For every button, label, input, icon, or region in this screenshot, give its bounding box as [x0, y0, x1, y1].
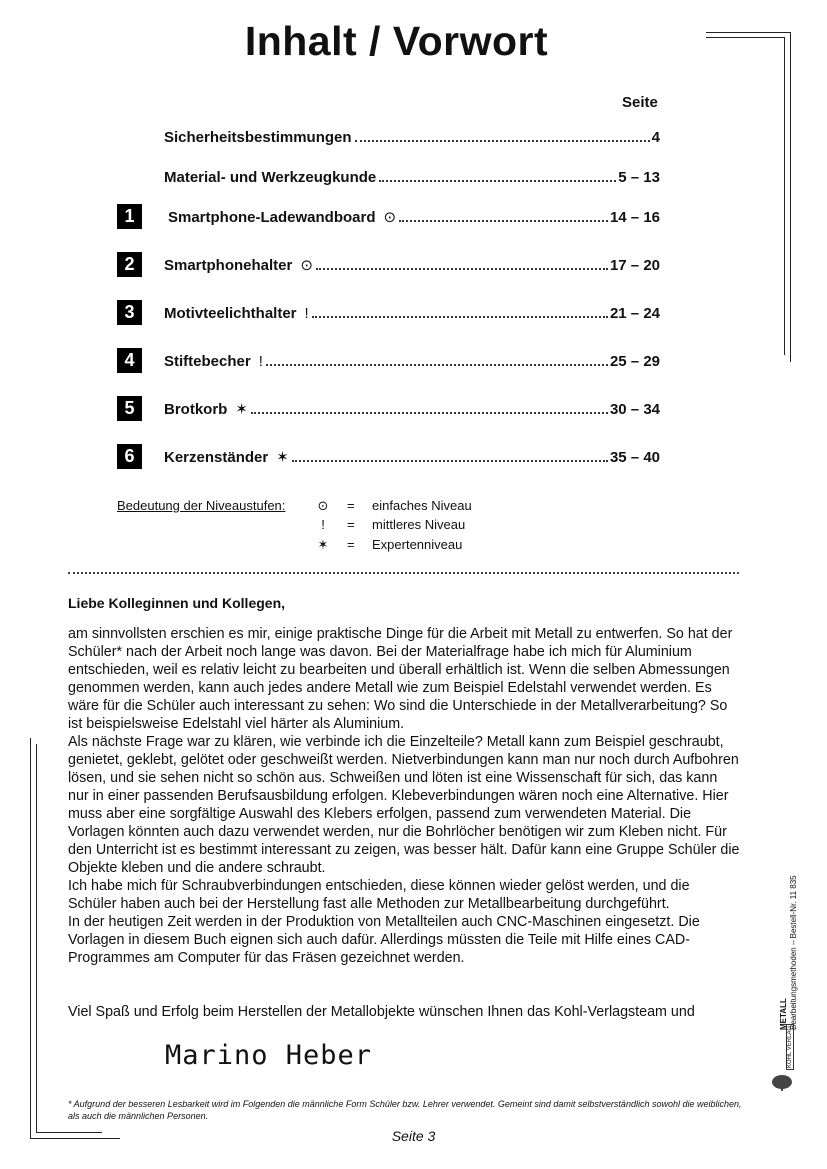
- toc-pages: 17 – 20: [609, 257, 660, 274]
- frame-right-line: [790, 32, 791, 362]
- paragraph: am sinnvollsten erschien es mir, einige praktische Dinge für die Arbeit mit Metall zu entwerfen. So hat der Schüler* nach der Arbeit noch lange was davon. Bei der Materialfrage habe ich mich für Aluminium entschieden, weil es relativ leicht zu bearbeiten und überall erhältlich ist. Wenn die selben Abmessungen genommen werden, kann auch jedes andere Metall wie zum Beispiel Edelstahl verwendet werden. Es wäre für die Schüler auch interessant zu sehen: Wo sind die Unterschiede in der Metallverarbeitung? So ist beispielsweise Edelstahl viel härter als Aluminium.: [68, 626, 733, 732]
- toc-leader-dots: [292, 460, 608, 462]
- level-easy-icon: ⊙: [317, 498, 329, 513]
- toc-row[interactable]: [164, 348, 660, 370]
- toc-leader-dots: [266, 364, 608, 366]
- level-expert-icon: ✶: [317, 537, 329, 552]
- toc-leader-dots: [399, 220, 608, 222]
- toc-leader-dots: [355, 140, 650, 142]
- publisher-name: KOHL VERLAG: [787, 1025, 793, 1068]
- toc-row[interactable]: [164, 124, 660, 146]
- toc-pages: 5 – 13: [618, 169, 660, 186]
- paragraph: Als nächste Frage war zu klären, wie verbinde ich die Einzelteile? Metall kann zum Beispiel geschraubt, genietet, geklebt, gelötet oder geschweißt werden. Nietverbindungen kann man nur noch durch Aufbohren lösen, und sie sehen nicht so schön aus. Schweißen und löten ist eine Wissenschaft für sich, das kann nur in einer passenden Berufsausbildung erfolgen. Klebeverbindungen wären noch eine Alternative. Hier muss aber eine sorgfältige Auswahl des Klebers erfolgen, passend zum verwendeten Material. Die Vorlagen könnten auch dazu verwendet werden, nur die Bohrlöcher benötigen wir zum Kleben nicht. Für den Unterricht ist es bestimmt interessant zu zeigen, was besser hält. Dafür kann eine Gruppe Schüler die Objekte kleben und die andere schraubt.: [68, 734, 740, 876]
- chapter-number-box: 6: [117, 444, 142, 469]
- chapter-number-box: 3: [117, 300, 142, 325]
- seite-column-header: Seite: [622, 94, 658, 111]
- tree-logo-icon: [768, 1030, 800, 1092]
- toc-leader-dots: [251, 412, 608, 414]
- legend-meaning: einfaches Niveau: [372, 498, 472, 513]
- frame-left-inner-line: [36, 744, 37, 1132]
- toc-pages: 35 – 40: [609, 449, 660, 466]
- page-title: Inhalt / Vorwort: [244, 18, 549, 64]
- dotted-separator: [68, 572, 739, 574]
- side-imprint: [779, 875, 799, 1030]
- side-order-info: Bearbeitungsmethoden – Bestell-Nr. 11 835: [789, 875, 798, 1030]
- publisher-logo: [768, 1025, 800, 1092]
- toc-leader-dots: [312, 316, 608, 318]
- toc-pages: 21 – 24: [609, 305, 660, 322]
- signature: Marino Heber: [165, 1040, 373, 1071]
- toc-pages: 25 – 29: [609, 353, 660, 370]
- toc-pages: 14 – 16: [609, 209, 660, 226]
- toc-leader-dots: [379, 180, 616, 182]
- toc-row[interactable]: [164, 300, 660, 322]
- paragraph: In der heutigen Zeit werden in der Produktion von Metallteilen auch CNC-Maschinen eingesetzt. Die Vorlagen in diesem Buch eignen sich auch dafür. Allerdings müssten die Teile mit Hilfe eines CAD-Programmes am Computer für das Fräsen gezeichnet werden.: [68, 914, 700, 966]
- level-medium-icon: !: [304, 305, 309, 322]
- level-expert-icon: ✶: [276, 449, 289, 466]
- toc-title: Motivteelichthalter: [164, 305, 297, 322]
- chapter-number-box: 1: [117, 204, 142, 229]
- toc-title: Kerzenständer: [164, 449, 269, 466]
- legend-equals: =: [347, 517, 355, 532]
- legend-meaning: Expertenniveau: [372, 537, 463, 552]
- page-number: Seite 3: [391, 1128, 436, 1144]
- toc-title: Material- und Werkzeugkunde: [164, 169, 377, 186]
- toc-title: Stiftebecher: [164, 353, 251, 370]
- chapter-number-box: 4: [117, 348, 142, 373]
- level-expert-icon: ✶: [235, 401, 248, 418]
- toc-row[interactable]: [164, 164, 660, 186]
- paragraph: Ich habe mich für Schraubverbindungen entschieden, diese können wieder gelöst werden, und die Schüler haben auch bei der Herstellung fast alle Methoden zur Metallbearbeitung durchgeführt.: [68, 878, 690, 912]
- toc-row[interactable]: [164, 396, 660, 418]
- preface-text: [68, 625, 740, 967]
- footnote: * Aufgrund der besseren Lesbarkeit wird im Folgenden die männliche Form Schüler bzw. Lehrer verwendet. Gemeint sind damit selbstverständlich sowohl die weiblichen, als auch die männlichen Personen.: [68, 1099, 742, 1121]
- legend-equals: =: [347, 498, 355, 513]
- level-easy-icon: ⊙: [300, 257, 313, 274]
- toc-pages: 4: [651, 129, 660, 146]
- toc-title: Smartphone-Ladewandboard: [168, 209, 376, 226]
- toc-row[interactable]: [164, 252, 660, 274]
- closing-text: Viel Spaß und Erfolg beim Herstellen der Metallobjekte wünschen Ihnen das Kohl-Verlagsteam und: [68, 1004, 695, 1020]
- frame-left-line: [30, 738, 31, 1138]
- frame-right-inner-line: [784, 37, 785, 355]
- level-medium-icon: !: [258, 353, 263, 370]
- toc-pages: 30 – 34: [609, 401, 660, 418]
- toc-title: Brotkorb: [164, 401, 228, 418]
- chapter-number-box: 2: [117, 252, 142, 277]
- level-medium-icon: !: [321, 517, 325, 532]
- chapter-number-box: 5: [117, 396, 142, 421]
- toc-row[interactable]: [164, 444, 660, 466]
- toc-title: Smartphonehalter: [164, 257, 293, 274]
- level-easy-icon: ⊙: [383, 209, 397, 226]
- toc-title: Sicherheitsbestimmungen: [164, 129, 352, 146]
- greeting: Liebe Kolleginnen und Kollegen,: [68, 595, 286, 611]
- toc-leader-dots: [316, 268, 608, 270]
- toc-row[interactable]: [168, 204, 660, 226]
- legend-meaning: mittleres Niveau: [372, 517, 466, 532]
- legend-title: Bedeutung der Niveaustufen:: [117, 498, 286, 513]
- side-subject: METALL: [779, 998, 788, 1030]
- legend-equals: =: [347, 537, 355, 552]
